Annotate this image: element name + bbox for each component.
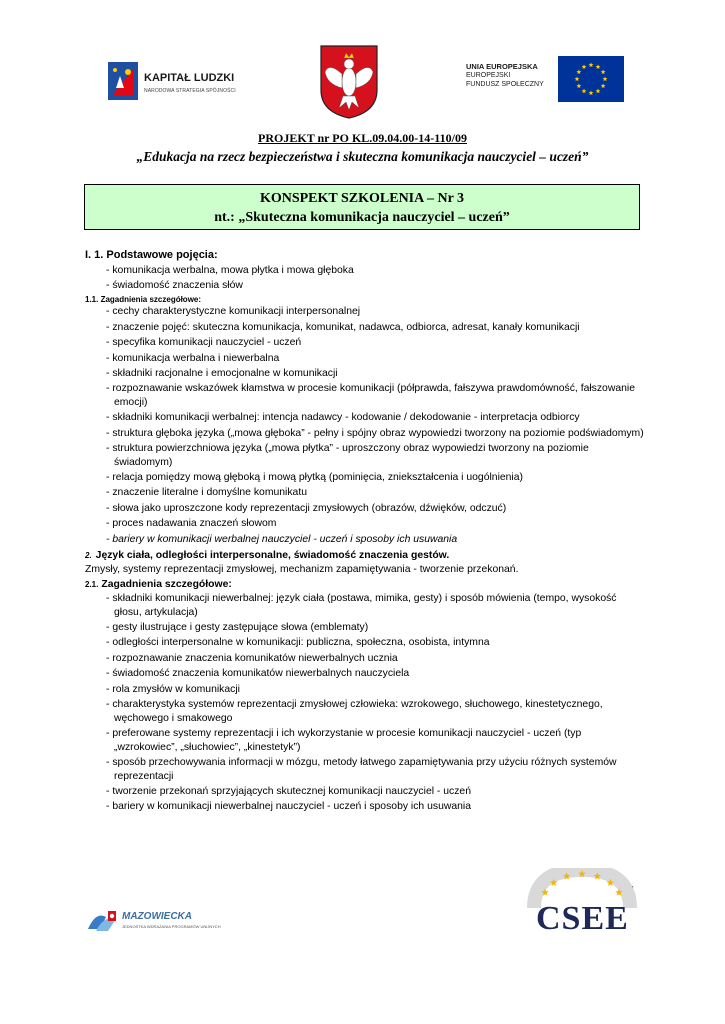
list-item: - odległości interpersonalne w komunikacji: publiczna, społeczna, osobista, intymna [106,637,490,649]
list-item-italic: - bariery w komunikacji werbalnej nauczyciel - uczeń i sposoby ich usuwania [106,533,458,545]
eu-name: UNIA EUROPEJSKA [466,62,538,71]
project-title: „Edukacja na rzecz bezpieczeństwa i skuteczna komunikacja nauczyciel – uczeń” [136,149,589,164]
list-item: - struktura głęboka języka („mowa głęboka” - pełny i spójny obraz wypowiedzi tworzony na poziomie podświadomym) [106,427,644,439]
eu-fund-line2: FUNDUSZ SPOŁECZNY [466,81,544,88]
list-item: - świadomość znaczenia komunikatów niewerbalnych nauczyciela [106,668,410,680]
list-item: - sposób przechowywania informacji w mózgu, metody łatwego zapamiętywania przy użyciu różnych systemów reprezentacji [106,756,617,782]
mazowiecka-subtitle: JEDNOSTKA WDRAŻANIA PROGRAMÓW UNIJNYCH [122,924,221,929]
list-item: - preferowane systemy reprezentacji i ich wykorzystanie w procesie komunikacji nauczyciel - uczeń (typ „wzrokowiec”, „słuchowiec”, „kinestetyk”) [106,727,582,753]
list-item: - świadomość znaczenia słów [106,279,243,291]
kapital-ludzki-emblem-icon [108,62,138,100]
list-item: - struktura powierzchniowa języka („mowa płytka” - uproszczony obraz wypowiedzi tworzony na poziomie świadomym) [106,443,589,468]
list-item: - składniki racjonalne i emocjonalne w komunikacji [106,367,338,379]
list-item: - cechy charakterystyczne komunikacji interpersonalnej [106,306,361,318]
project-number: PROJEKT nr PO KL.09.04.00-14-110/09 [258,131,467,145]
section1-subheading: 1.1. Zagadnienia szczegółowe: [85,295,202,305]
konspekt-title: KONSPEKT SZKOLENIA – Nr 3 [259,191,465,206]
list-item: - charakterystyka systemów reprezentacji zmysłowej człowieka: wzrokowego, słuchowego, kinestetycznego, węchowego i smakowego [106,698,603,724]
section2-sub-number: 2.1. [85,580,99,590]
section2-title: Język ciała, odległości interpersonalne, świadomość znaczenia gestów. [95,550,450,562]
kapital-ludzki-title: KAPITAŁ LUDZKI [144,72,235,84]
kapital-ludzki-logo [108,62,258,106]
list-item: - znaczenie literalne i domyślne komunikatu [106,487,307,499]
list-item: - składniki komunikacji werbalnej: intencja nadawcy - kodowanie / dekodowanie - interpretacja odbiorcy [106,412,580,424]
list-item: - gesty ilustrujące i gesty zastępujące słowa (emblematy) [106,622,369,634]
list-item: - specyfika komunikacji nauczyciel - uczeń [106,337,302,349]
csee-logo [526,868,638,950]
konspekt-box [84,184,640,230]
list-item: - relacja pomiędzy mową głęboką i mową płytką (pominięcia, zniekształcenia i uogólnienia) [106,472,523,484]
list-item: - składniki komunikacji niewerbalnej: język ciała (postawa, mimika, gesty) i sposób mówienia (tempo, wysokość głosu, artykulacja) [106,593,617,618]
section2-number: 2. [85,551,92,561]
section1-details-list [85,305,645,546]
list-item: - rozpoznawanie znaczenia komunikatów niewerbalnych ucznia [106,652,398,664]
eu-fund-text [466,62,554,89]
mazowiecka-name: MAZOWIECKA [122,911,192,922]
section2-details-list [85,592,645,814]
list-item: - rozpoznawanie wskazówek kłamstwa w procesie komunikacji (półprawda, fałszywa prawdomówność, fałszowanie emocji) [106,383,635,408]
kapital-ludzki-subtitle: NARODOWA STRATEGIA SPÓJNOŚCI [144,88,236,94]
konspekt-subject: nt.: „Skuteczna komunikacja nauczyciel – uczeń” [214,210,510,225]
page-number: 1 [630,885,635,896]
section2-subheading [85,577,645,592]
list-item: - rola zmysłów w komunikacji [106,683,240,695]
eu-flag-icon [558,56,624,102]
mazowiecka-logo [86,907,221,935]
section2-intro: Zmysły, systemy reprezentacji zmysłowej, mechanizm zapamiętywania - tworzenie przekonań. [85,564,519,576]
list-item: - bariery w komunikacji niewerbalnej nauczyciel - uczeń i sposoby ich usuwania [106,801,471,813]
project-heading [0,131,725,165]
list-item: - znaczenie pojęć: skuteczna komunikacja, komunikat, nadawca, odbiorca, adresat, kanały komunikacji [106,321,580,333]
list-item: - tworzenie przekonań sprzyjających skutecznej komunikacji nauczyciel - uczeń [106,785,471,797]
section2-sub-title: Zagadnienia szczegółowe: [101,579,232,591]
document-body [85,249,645,816]
mazowiecka-emblem-icon [86,909,120,933]
csee-text: CSEE [536,900,629,937]
mazovia-coat-of-arms-icon [319,44,379,120]
eu-fund-line1: EUROPEJSKI [466,72,511,79]
list-item: - proces nadawania znaczeń słowom [106,518,277,530]
list-item: - komunikacja werbalna i niewerbalna [106,352,280,364]
section1-list [85,264,645,293]
section2-heading [85,548,645,563]
list-item: - komunikacja werbalna, mowa płytka i mowa głęboka [106,264,354,276]
list-item: - słowa jako uproszczone kody reprezentacji zmysłowych (obrazów, dźwięków, odczuć) [106,502,507,514]
section1-heading: I. 1. Podstawowe pojęcia: [85,249,218,261]
